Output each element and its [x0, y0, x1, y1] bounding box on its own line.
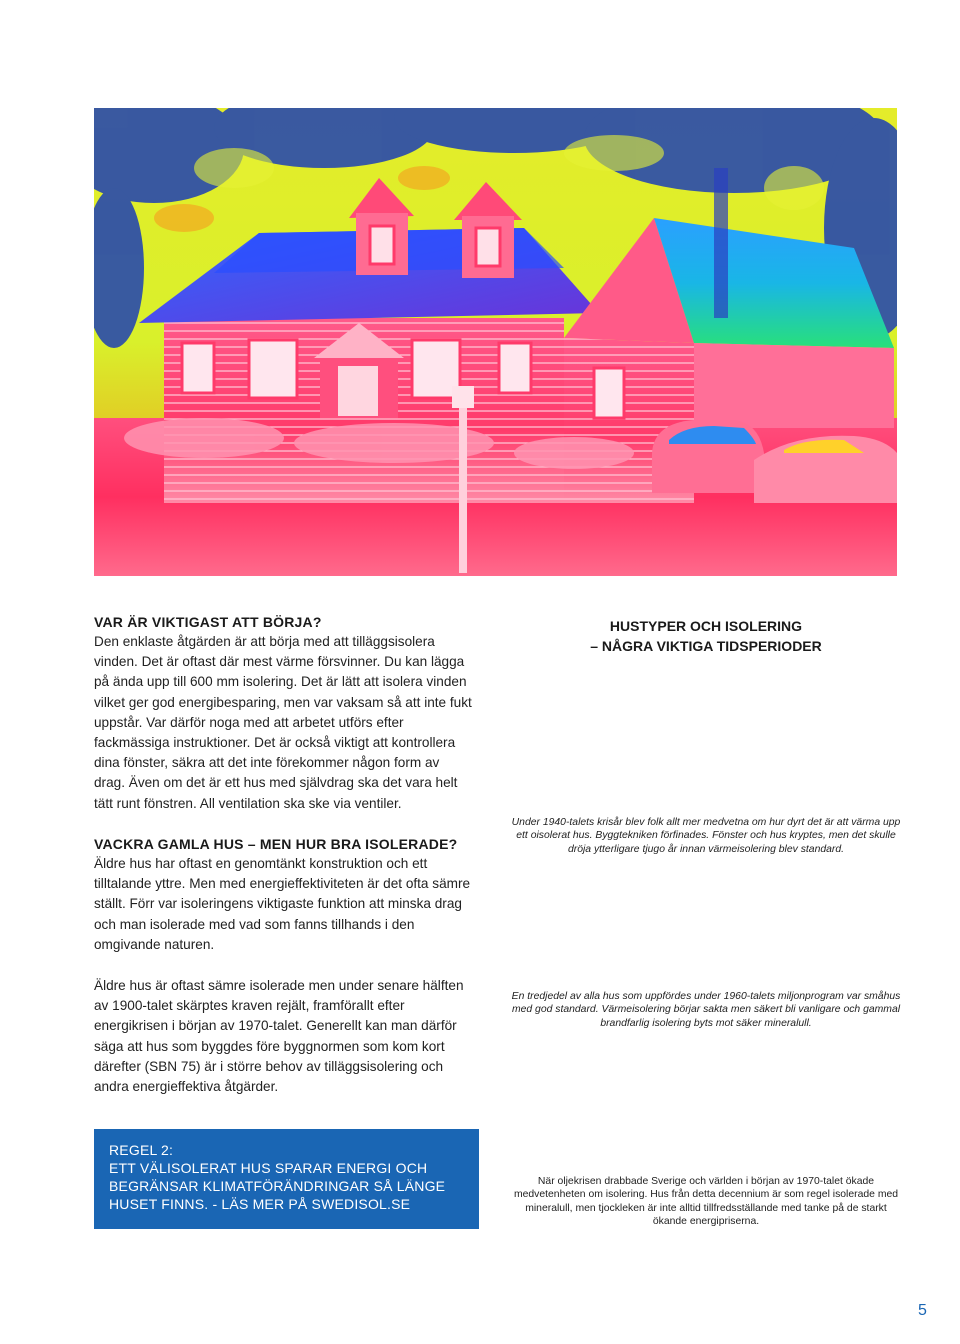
section-heading: VACKRA GAMLA HUS – MEN HUR BRA ISOLERADE? [94, 836, 458, 852]
hustyper-title-line2: – NÅGRA VIKTIGA TIDSPERIODER [590, 638, 822, 654]
rule-text-line1: ETT VÄLISOLERAT HUS SPARAR ENERGI OCH [109, 1160, 428, 1176]
page-number: 5 [918, 1302, 927, 1319]
section-body: Äldre hus är oftast sämre isolerade men under senare hälften av 1900-talet skärptes kraven rejält, framförallt efter energikrisen i början av 1970-talet. Generellt kan man därför säga att hus som byggdes före byggnormen som kom kort därefter (SBN 75) är i större behov av tilläggsisolering och andra energieffektiva åtgärder. [94, 978, 464, 1095]
section-body: Äldre hus har oftast en genomtänkt konstruktion och ett tilltalande yttre. Men med energieffektiviteten är det ofta sämre ställt. Förr var isoleringens viktigaste funktion att minska drag och man isolerade med vad som fanns tillhands i den omgivande naturen. [94, 856, 471, 952]
caption-1960: En tredjedel av alla hus som uppfördes under 1960-talets miljonprogram var småhus med god standard. Värmeisolering börjar sakta men säkert bli vanligare och gammal brandfarlig isolering byts mot säker mineralull. [511, 991, 901, 1029]
thermal-house-image [94, 108, 897, 576]
section-body: Den enklaste åtgärden är att börja med att tilläggsisolera vinden. Det är oftast där mest värme försvinner. Du kan lägga på ända upp till 600 mm isolering. Det är lätt att isolera vinden vilket ger god energibesparing, men var vaksam så att inte fukt uppstår. Var därför noga med att arbetet utförs efter fackmässiga instruktioner. Det är också viktigt att kontrollera dina fönster, säkra att det inte förekommer någon form av drag. Även om det är ett hus med självdrag ska det vara helt tätt runt fönstren. All ventilation ska ske via ventiler. [94, 634, 472, 811]
section-vackra-gamla-hus [94, 836, 474, 955]
rule-box [94, 1129, 479, 1229]
caption-1970: När oljekrisen drabbade Sverige och världen i början av 1970-talet ökade medvetenheten om isolering. Hus från detta decennium är som regel isolerade med mineralull, men tjockleken är inte alltid tillfredsställande med tanke på de starkt ökande energipriserna. [513, 1176, 899, 1228]
rule-text-line3: HUSET FINNS. - LÄS MER PÅ SWEDISOL.SE [109, 1196, 411, 1212]
rule-text-line2: BEGRÄNSAR KLIMATFÖRÄNDRINGAR SÅ LÄNGE [109, 1178, 446, 1194]
section-heading: VAR ÄR VIKTIGAST ATT BÖRJA? [94, 614, 322, 630]
hustyper-title-line1: HUSTYPER OCH ISOLERING [609, 618, 803, 634]
rule-label: REGEL 2: [109, 1142, 174, 1158]
hustyper-title [508, 616, 904, 656]
caption-1940: Under 1940-talets krisår blev folk allt mer medvetna om hur dyrt det är att värma upp ett oisolerat hus. Byggtekniken förfinades. Fönster och hus kryptes, men det skulle dröja ytterligare tjugo år innan värmeisolering blev standard. [511, 817, 901, 855]
section-var-ar-viktigast [94, 614, 474, 814]
section-aldre-hus [94, 976, 474, 1097]
